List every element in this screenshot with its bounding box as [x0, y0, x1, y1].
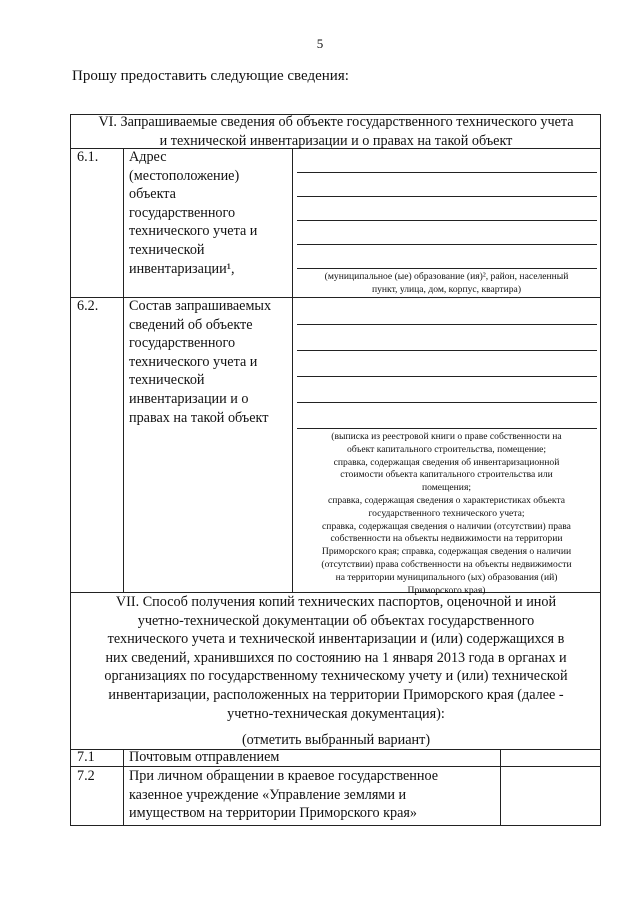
- details-input-field[interactable]: [294, 298, 599, 428]
- row-6-1-note: (муниципальное (ые) образование (ия)², район, населенный пункт, улица, дом, корпус, квартира): [324, 271, 569, 295]
- row-6-2-label: Состав запрашиваемых сведений об объекте государственного технического учета и технической инвентаризации и о правах на такой объект: [129, 298, 272, 426]
- section-vii-header: VII. Способ получения копий технических паспортов, оценочной и иной учетно-технической документации об объектах государственного технического учета и технической инвентаризации и (или) содержащихся в них сведений, хранившихся по состоянию на 1 января 2013 года в органах и организациях по государственному техническому учету и (или) технической инвентаризации, расположенных на территории Приморского края (далее - учетно-техническая документация):: [104, 594, 568, 722]
- option-7-1-checkbox[interactable]: [502, 750, 599, 765]
- option-7-2-checkbox[interactable]: [502, 768, 599, 824]
- row-6-2-number: 6.2.: [77, 298, 99, 314]
- section-vii-instruction: (отметить выбранный вариант): [241, 732, 431, 748]
- address-input-field[interactable]: [294, 149, 599, 269]
- option-7-1-number: 7.1: [77, 749, 95, 765]
- row-6-1-number: 6.1.: [77, 149, 99, 165]
- option-7-2-number: 7.2: [77, 768, 95, 784]
- section-vi-header: VI. Запрашиваемые сведения об объекте государственного технического учета и технической инвентаризации и о правах на такой объект: [98, 114, 574, 149]
- row-6-1-label: Адрес (местоположение) объекта государственного технического учета и технической инвентаризации¹,: [129, 149, 258, 277]
- intro-text: Прошу предоставить следующие сведения:: [72, 68, 349, 84]
- option-7-2-label: При личном обращении в краевое государственное казенное учреждение «Управление землями и имуществом на территории Приморского края»: [129, 768, 439, 822]
- option-7-1-label: Почтовым отправлением: [129, 749, 280, 765]
- page-number: 5: [316, 36, 324, 51]
- row-6-2-note: (выписка из реестровой книги о праве собственности на объект капитального строительства, помещение; справка, содержащая сведения об инвентаризационной стоимости объекта капитального строительства или помещения; справка, содержащая сведения о характеристиках объекта государственного технического учета; справка, содержащая сведения о наличии (отсутствии) права собственности на объекты недвижимости на территории Приморского края; справка, содержащая сведения о наличии (отсутствии) права собственности на объекты недвижимости на территории муниципального (ых) образования (ий) Приморского края): [321, 431, 572, 596]
- details-line: [297, 428, 597, 429]
